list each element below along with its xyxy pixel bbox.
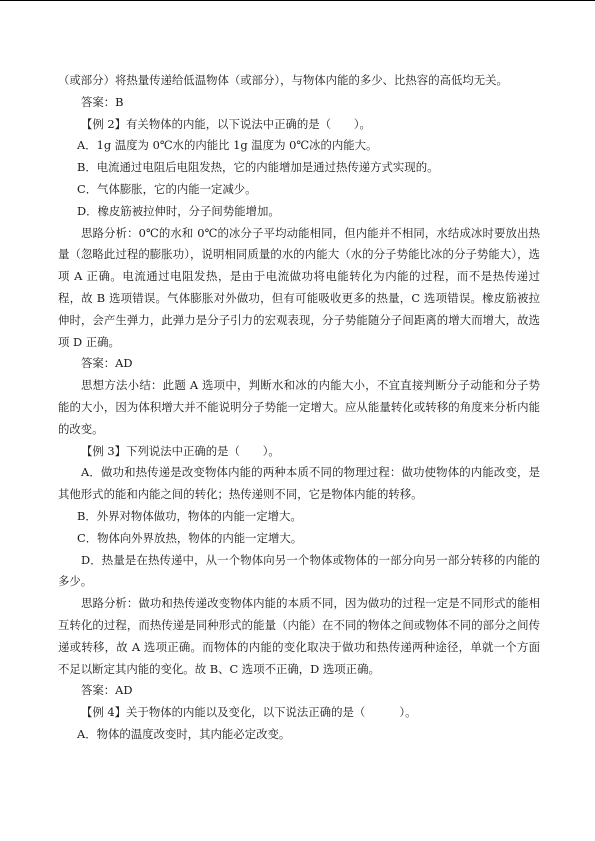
paragraph: 思路分析：0℃的水和 0℃的冰分子平均动能相同，但内能并不相同，水结成冰时要放出热量（忽略此过程的膨胀功），说明相同质量的水的内能大（水的分子势能比冰的分子势能大），选项 A 正确。电流通过电阻发热，是由于电流做功将电能转化为内能的过程，而不是热传递过程，故 B 选项错误。气体膨胀对外做功，但有可能吸收更多的热量，C 选项错误。橡皮筋被拉伸时，会产生弹力，此弹力是分子引力的宏观表现，分子势能随分子间距离的增大而增大，故选项 D 正确。 [58, 225, 540, 349]
page-top-border [0, 0, 595, 1]
paragraph: C．气体膨胀，它的内能一定减少。 [77, 181, 257, 196]
paragraph: A．1g 温度为 0℃水的内能比 1g 温度为 0℃冰的内能大。 [77, 138, 378, 153]
paragraph: B．电流通过电阻后电阻发热，它的内能增加是通过热传递方式实现的。 [77, 160, 439, 175]
paragraph: 答案：AD [81, 683, 133, 698]
paragraph: A．做功和热传递是改变物体内能的两种本质不同的物理过程：做功使物体的内能改变，是其他形式的能和内能之间的转化；热传递则不同，它是物体内能的转移。 [58, 465, 540, 502]
paragraph: D．热量是在热传递中，从一个物体向另一个物体或物体的一部分向另一部分转移的内能的多少。 [58, 552, 540, 589]
document-body [58, 70, 540, 746]
paragraph: 【例 2】有关物体的内能，以下说法中正确的是（ ）。 [81, 116, 371, 131]
paragraph: A．物体的温度改变时，其内能必定改变。 [77, 726, 291, 741]
paragraph: （或部分）将热量传递给低温物体（或部分），与物体内能的多少、比热容的高低均无关。 [58, 73, 508, 87]
paragraph: 答案：AD [81, 356, 133, 371]
paragraph: 思路分析：做功和热传递改变物体内能的本质不同，因为做功的过程一定是不同形式的能相互转化的过程，而热传递是同种形式的能量（内能）在不同的物体之间或物体不同的部分之间传递或转移，故 A 选项正确。而物体的内能的变化取决于做功和热传递两种途径，单就一个方面不足以断定其内能的变化。故 B、C 选项不正确，D 选项正确。 [58, 596, 540, 676]
paragraph: D．橡皮筋被拉伸时，分子间势能增加。 [77, 203, 280, 218]
paragraph: 答案：B [81, 94, 124, 109]
paragraph: 思想方法小结：此题 A 选项中，判断水和冰的内能大小，不宜直接判断分子动能和分子势能的大小，因为体积增大并不能说明分子势能一定增大。应从能量转化或转移的角度来分析内能的改变。 [58, 378, 540, 436]
paragraph: B．外界对物体做功，物体的内能一定增大。 [77, 508, 302, 523]
paragraph: C．物体向外界放热，物体的内能一定增大。 [77, 530, 303, 545]
paragraph: 【例 4】关于物体的内能以及变化，以下说法正确的是（ ）。 [81, 705, 417, 720]
paragraph: 【例 3】下列说法中正确的是（ ）。 [81, 443, 280, 458]
